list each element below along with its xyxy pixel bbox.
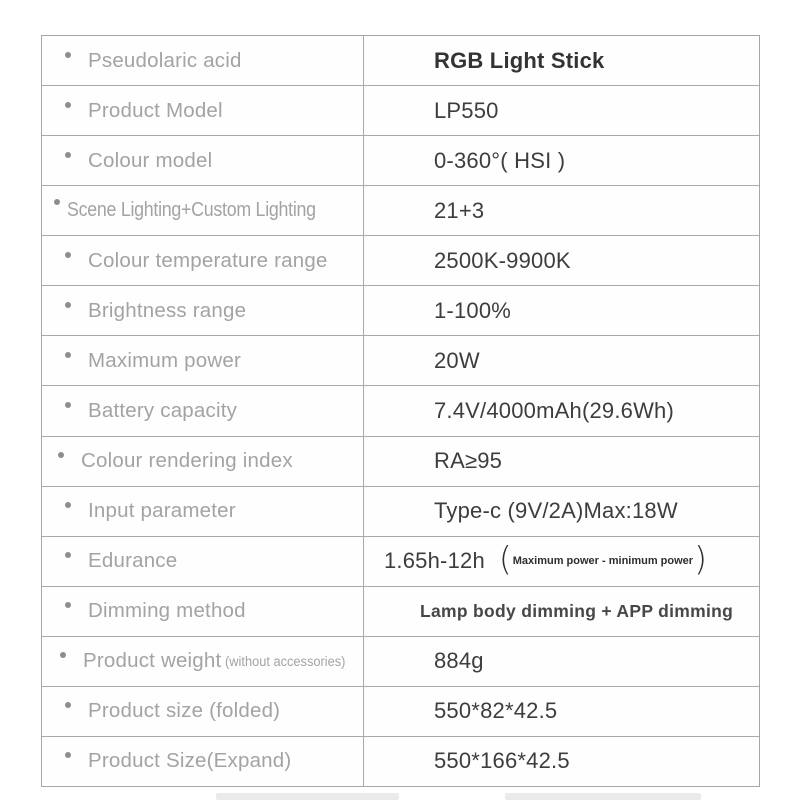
bullet-icon — [65, 102, 71, 108]
spec-label: Maximum power — [88, 348, 241, 372]
spec-label-cell — [42, 487, 364, 536]
table-row — [42, 486, 759, 536]
spec-label: Edurance — [88, 549, 178, 573]
spec-label-cell — [42, 587, 364, 636]
spec-value: LP550 — [434, 97, 499, 123]
background-artifact — [216, 793, 399, 800]
spec-label: Brightness range — [88, 298, 247, 322]
spec-label-cell — [42, 86, 364, 135]
spec-value-cell — [364, 487, 759, 536]
spec-label-cell — [42, 537, 364, 586]
spec-label: Dimming method — [88, 599, 246, 623]
bullet-icon — [65, 552, 71, 558]
bullet-icon — [65, 352, 71, 358]
open-paren-decoration: ( — [498, 539, 512, 579]
bullet-icon — [65, 152, 71, 158]
spec-label-cell — [42, 687, 364, 736]
spec-value: 1-100% — [434, 297, 512, 323]
table-row — [42, 586, 759, 636]
spec-value: 1.65h-12h — [384, 548, 485, 574]
spec-label: Input parameter — [88, 499, 236, 523]
spec-label: Product Model — [88, 98, 223, 122]
spec-label-cell — [42, 136, 364, 185]
table-row — [42, 335, 759, 385]
spec-label: Product Size(Expand) — [88, 749, 292, 773]
spec-label-cell — [42, 286, 364, 335]
spec-label: Battery capacity — [88, 398, 238, 422]
bullet-icon — [65, 302, 71, 308]
table-row — [42, 436, 759, 486]
spec-value: RGB Light Stick — [434, 47, 605, 73]
bullet-icon — [65, 252, 71, 258]
spec-table — [41, 35, 760, 787]
spec-label: Product size (folded) — [88, 699, 281, 723]
table-row — [42, 235, 759, 285]
table-row — [42, 285, 759, 335]
bullet-icon — [54, 199, 60, 205]
spec-value-cell — [364, 286, 759, 335]
spec-label-cell — [42, 737, 364, 786]
spec-value-cell — [364, 637, 759, 686]
spec-label-cell — [42, 386, 364, 435]
bullet-icon — [65, 602, 71, 608]
spec-label: Colour temperature range — [88, 248, 328, 272]
close-paren-decoration: ) — [694, 539, 707, 579]
spec-label-cell — [42, 36, 364, 85]
spec-label-cell — [42, 336, 364, 385]
spec-value: 550*166*42.5 — [434, 748, 570, 774]
spec-value: 0-360°( HSI ) — [434, 147, 566, 173]
spec-value-cell — [364, 136, 759, 185]
spec-label-note: (without accessories) — [225, 653, 346, 669]
spec-value-cell — [364, 437, 759, 486]
bullet-icon — [58, 452, 64, 458]
table-row — [42, 135, 759, 185]
table-row — [42, 385, 759, 435]
spec-value: 550*82*42.5 — [434, 698, 558, 724]
spec-label: Scene Lighting+Custom Lighting — [67, 199, 316, 222]
spec-value: 20W — [434, 347, 480, 373]
spec-label: Colour rendering index — [81, 449, 293, 473]
background-artifact — [505, 793, 701, 800]
bullet-icon — [65, 52, 71, 58]
spec-value: 7.4V/4000mAh(29.6Wh) — [434, 397, 675, 423]
spec-label-cell — [42, 186, 364, 235]
spec-label-cell — [42, 236, 364, 285]
table-row — [42, 736, 759, 786]
spec-value-cell — [364, 36, 759, 85]
spec-value-cell — [364, 86, 759, 135]
spec-value-cell — [364, 587, 759, 636]
spec-value: 2500K-9900K — [434, 247, 571, 273]
spec-value-note — [498, 539, 707, 579]
spec-label-cell — [42, 637, 364, 686]
spec-label: Colour model — [88, 148, 213, 172]
spec-value-cell — [364, 687, 759, 736]
spec-value-cell — [364, 737, 759, 786]
spec-value-cell — [364, 336, 759, 385]
spec-label: Pseudolaric acid — [88, 48, 242, 72]
spec-value-cell — [364, 186, 759, 235]
spec-value: Type-c (9V/2A)Max:18W — [434, 498, 678, 524]
table-row — [42, 185, 759, 235]
spec-value: 21+3 — [434, 197, 485, 223]
bullet-icon — [65, 752, 71, 758]
bullet-icon — [65, 402, 71, 408]
bullet-icon — [60, 652, 66, 658]
spec-value-cell — [364, 236, 759, 285]
table-row — [42, 686, 759, 736]
table-row — [42, 636, 759, 686]
spec-label: Product weight — [83, 649, 222, 673]
table-row — [42, 36, 759, 85]
spec-label-cell — [42, 437, 364, 486]
table-row — [42, 85, 759, 135]
bullet-icon — [65, 502, 71, 508]
spec-value: 884g — [434, 648, 484, 674]
spec-value: RA≥95 — [434, 448, 503, 474]
spec-value-cell — [364, 386, 759, 435]
bullet-icon — [65, 702, 71, 708]
spec-value-note-text: Maximum power - minimum power — [512, 555, 694, 568]
spec-value: Lamp body dimming + APP dimming — [420, 600, 734, 621]
table-row — [42, 536, 759, 586]
spec-value-cell — [364, 537, 759, 586]
